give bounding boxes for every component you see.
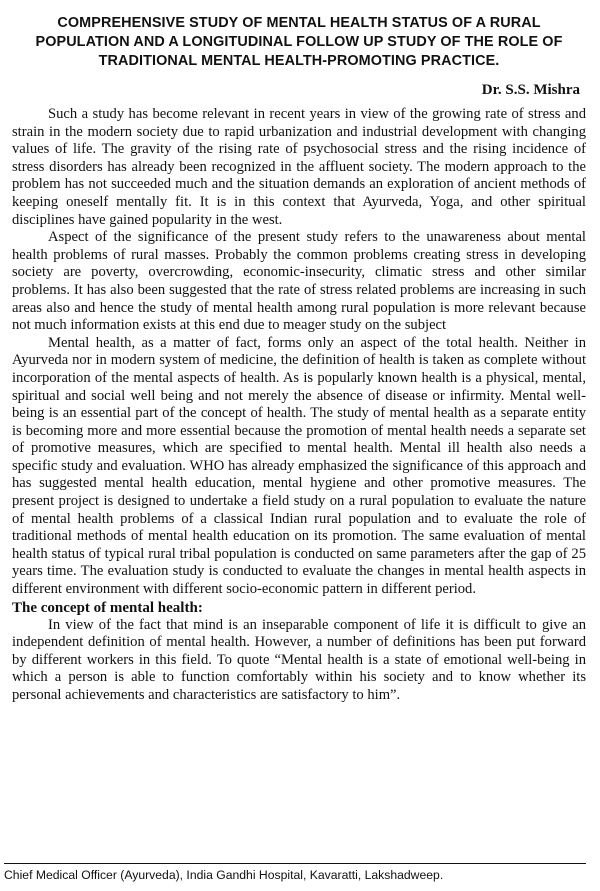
author-name: Dr. S.S. Mishra	[481, 82, 580, 98]
article-title: COMPREHENSIVE STUDY OF MENTAL HEALTH STATUS OF A RURAL POPULATION AND A LONGITUDINAL FOLLOW UP STUDY OF THE ROLE OF TRADITIONAL MENTAL HEALTH-PROMOTING PRACTICE.	[35, 15, 563, 69]
footer-divider	[4, 863, 586, 864]
section-heading: The concept of mental health:	[12, 599, 203, 616]
body-paragraph-1: Such a study has become relevant in recent years in view of the growing rate of stress and strain in the modern society due to rapid urbanization and industrial development with changing values of life. The gravity of the rising rate of psychosocial stress and the rising incidence of stress disorders has already been recognized in the affluent society. The modern approach to the problem has not succeeded much and the situation demands an exploration of ancient methods of keeping oneself mentally fit. It is in this context that Ayurveda, Yoga, and other spiritual disciplines have gained popularity in the west.	[12, 106, 586, 228]
article-body	[12, 106, 586, 705]
body-paragraph-3: Mental health, as a matter of fact, forms only an aspect of the total health. Neither in Ayurveda nor in modern system of medicine, the definition of health is taken as complete without incorporation of the mental aspects of health. As is popularly known health is a physical, mental, spiritual and social well being and not merely the absence of disease or infirmity. Mental well-being is an essential part of the concept of health. The study of mental health as a separate entity is becoming more and more essential because the promotion of mental health needs a separate set of promotive measures, which are specified to mental health. Mental ill health also needs a specific study and evaluation. WHO has already emphasized the significance of this approach and has suggested mental health education, mental hygiene and other promotive measures. The present project is designed to undertake a field study on a rural population to evaluate the nature of mental health problems of a classical Indian rural population and to evaluate the role of traditional methods of mental health education on its promotion. The same evaluation of mental health status of typical rural tribal population is conducted on same parameters after the gap of 25 years time. The evaluation study is conducted to evaluate the changes in mental health aspects in different environment with different socio-economic pattern in different period.	[12, 334, 586, 598]
author-affiliation-footnote: Chief Medical Officer (Ayurveda), India Gandhi Hospital, Kavaratti, Lakshadweep.	[4, 868, 444, 882]
section-paragraph: In view of the fact that mind is an inseparable component of life it is difficult to give an independent definition of mental health. However, a number of definitions has been put forward by different workers in this field. To quote “Mental health is a state of emotional well-being in which a person is able to function comfortably within his society and to know whether its personal achievements and characteristics are satisfactory to him”.	[12, 616, 586, 703]
body-paragraph-2: Aspect of the significance of the present study refers to the unawareness about mental health problems of rural masses. Probably the common problems creating stress in developing society are poverty, overcrowding, economic-insecurity, climatic stress and other similar problems. It has also been suggested that the rate of stress related problems are increasing in such areas also and hence the study of mental health among rural population is more relevant because not much information exists at this end due to meager study on the subject	[12, 229, 586, 334]
